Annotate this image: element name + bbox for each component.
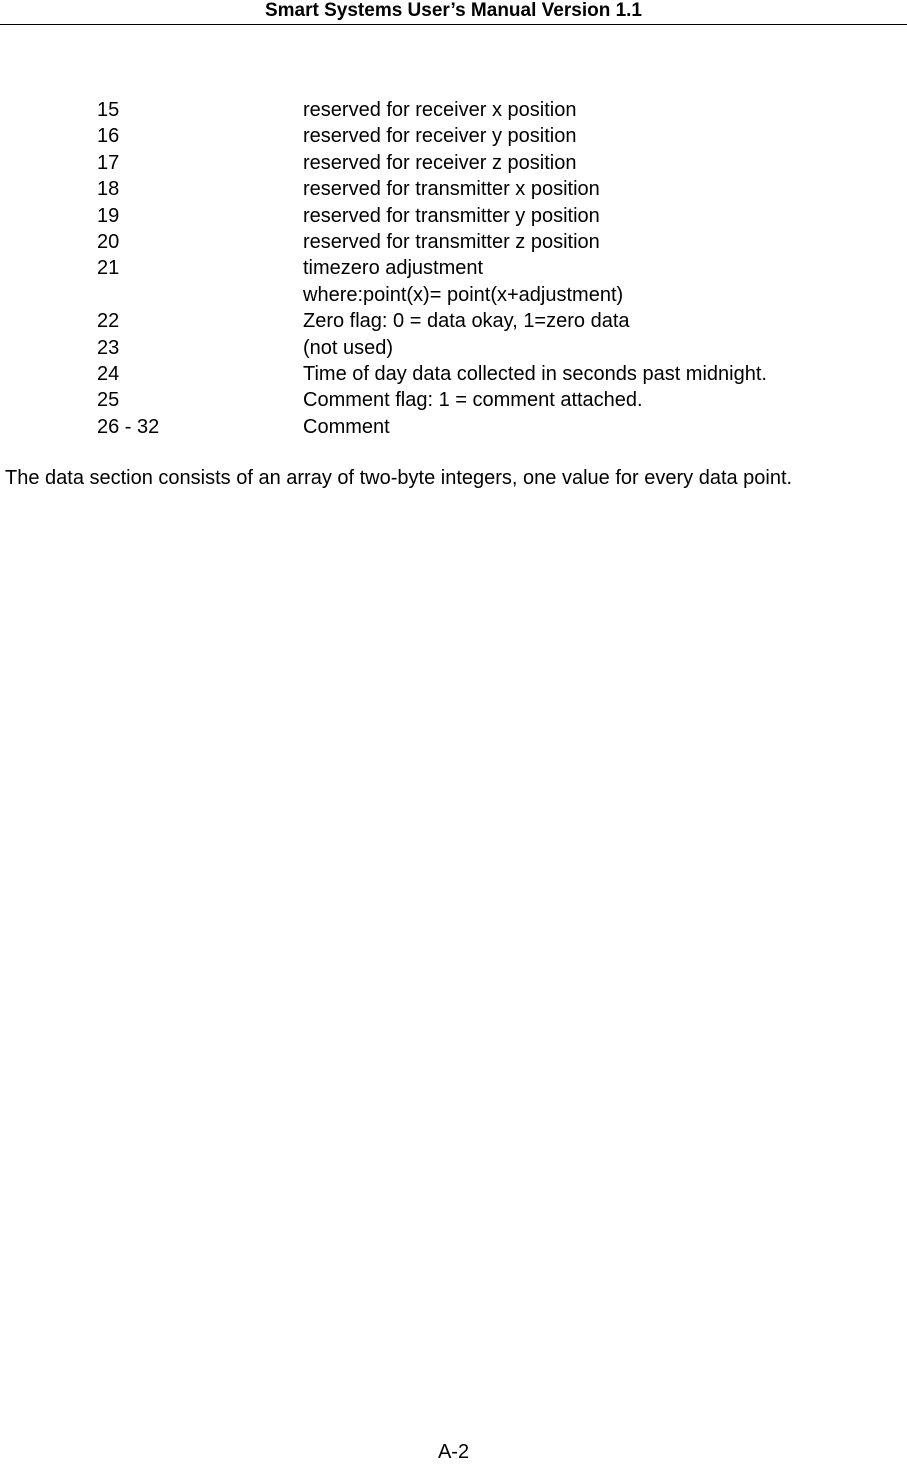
field-number: 23: [97, 336, 120, 359]
page-header: [0, 0, 907, 25]
field-row: [97, 203, 877, 229]
field-description: reserved for receiver y position: [303, 125, 577, 148]
field-list: [97, 97, 877, 440]
field-description: (not used): [303, 336, 394, 359]
field-row: [97, 414, 877, 440]
field-row: [97, 97, 877, 123]
field-number: 17: [97, 151, 120, 174]
field-description: Zero flag: 0 = data okay, 1=zero data: [303, 310, 630, 333]
field-description: reserved for receiver z position: [303, 151, 577, 174]
field-description: Time of day data collected in seconds past midnight.: [303, 362, 767, 385]
field-description: reserved for transmitter y position: [303, 204, 600, 227]
field-row: [97, 361, 877, 387]
field-number: 21: [97, 257, 120, 280]
field-number: 15: [97, 99, 120, 121]
field-number: 18: [97, 178, 120, 201]
field-description: reserved for transmitter z position: [303, 230, 600, 253]
field-row: [97, 255, 877, 281]
page-number: A-2: [437, 1441, 470, 1463]
field-row: [97, 335, 877, 361]
field-row: [97, 308, 877, 334]
field-number: 24: [97, 362, 120, 385]
field-number: 25: [97, 389, 120, 412]
field-description: timezero adjustment: [303, 257, 484, 280]
field-row-continuation: [97, 282, 877, 308]
field-description: reserved for receiver x position: [303, 99, 577, 121]
field-row: [97, 123, 877, 149]
field-number: 26 - 32: [97, 415, 160, 438]
field-row: [97, 229, 877, 255]
page-header-title: Smart Systems User’s Manual Version 1.1: [264, 0, 642, 21]
field-row: [97, 387, 877, 413]
field-number: 20: [97, 230, 120, 253]
field-description: where:point(x)= point(x+adjustment): [303, 283, 624, 306]
field-number: 19: [97, 204, 120, 227]
field-row: [97, 150, 877, 176]
body-paragraph: The data section consists of an array of two-byte integers, one value for every data point.: [5, 467, 793, 489]
field-description: Comment: [303, 415, 390, 438]
field-description: reserved for transmitter x position: [303, 178, 600, 201]
field-description: Comment flag: 1 = comment attached.: [303, 389, 643, 412]
field-number: 22: [97, 310, 120, 333]
field-row: [97, 176, 877, 202]
field-number: 16: [97, 125, 120, 148]
